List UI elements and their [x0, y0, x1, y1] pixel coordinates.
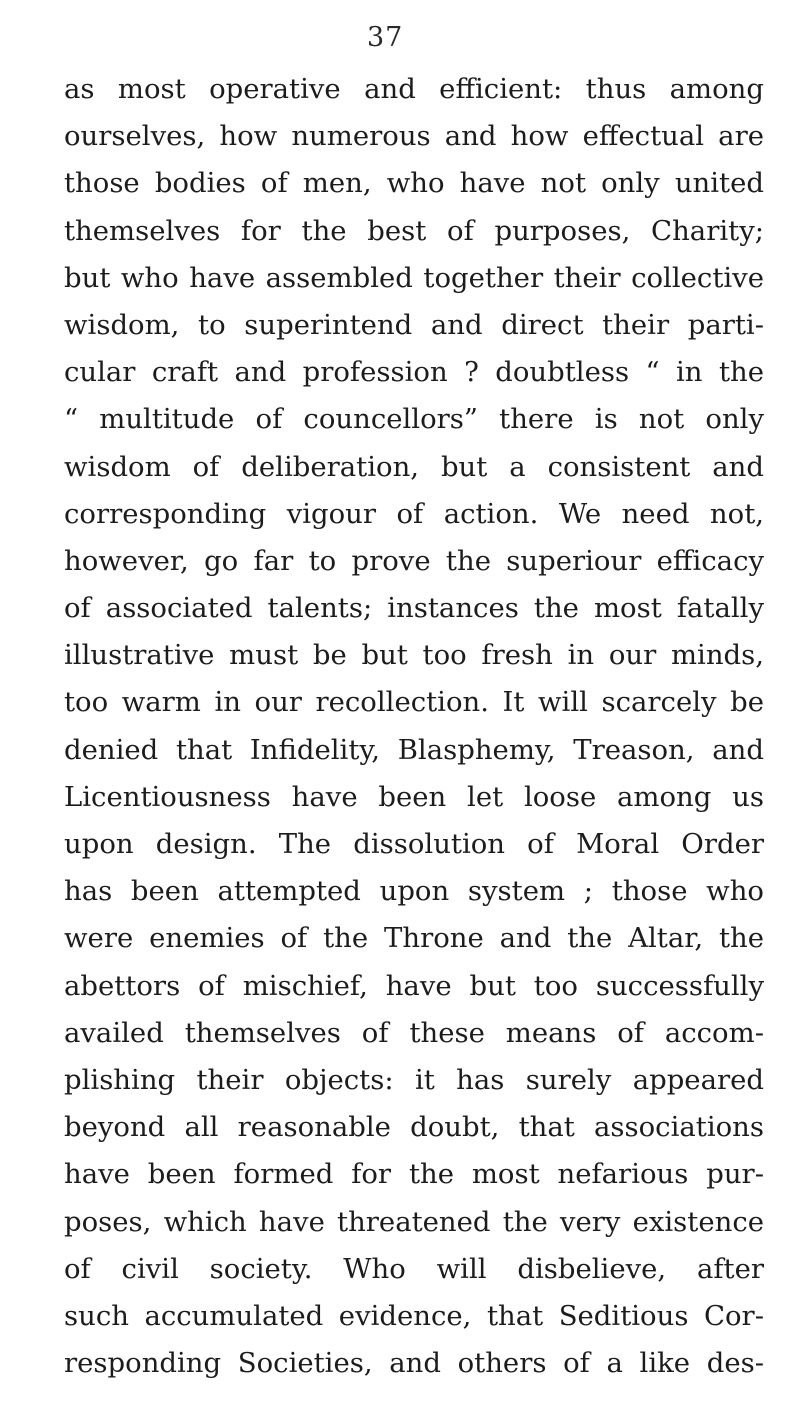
text-line: themselves for the best of purposes, Charity;	[64, 214, 764, 247]
text-line: has been attempted upon system ; those who	[64, 875, 764, 908]
text-line: responding Societies, and others of a like des-	[64, 1347, 764, 1380]
text-line: Licentiousness have been let loose among us	[64, 780, 764, 813]
body-text	[64, 66, 764, 1387]
text-line: beyond all reasonable doubt, that associations	[64, 1111, 764, 1144]
text-line: those bodies of men, who have not only united	[64, 167, 764, 200]
text-line: wisdom of deliberation, but a consistent and	[64, 450, 764, 483]
text-line: plishing their objects: it has surely appeared	[64, 1063, 764, 1096]
text-line: of associated talents; instances the most fatally	[64, 592, 764, 625]
text-line: as most operative and efficient: thus among	[64, 73, 764, 105]
text-line: too warm in our recollection. It will scarcely be	[64, 686, 764, 719]
text-line: illustrative must be but too fresh in our minds,	[64, 639, 764, 672]
text-line: were enemies of the Throne and the Altar, the	[64, 922, 764, 955]
text-line: poses, which have threatened the very existence	[64, 1205, 764, 1238]
text-line: “ multitude of councellors” there is not only	[64, 403, 764, 436]
page-number: 37	[367, 22, 404, 53]
text-line: availed themselves of these means of accom-	[64, 1016, 764, 1049]
text-line: ourselves, how numerous and how effectual are	[64, 120, 764, 153]
text-line: of civil society. Who will disbelieve, after	[64, 1252, 764, 1285]
text-line: however, go far to prove the superiour efficacy	[64, 544, 764, 577]
text-line: abettors of mischief, have but too successfully	[64, 969, 764, 1002]
text-line: have been formed for the most nefarious pur-	[64, 1158, 764, 1191]
text-line: but who have assembled together their collective	[64, 261, 764, 294]
text-line: denied that Infidelity, Blasphemy, Treason, and	[64, 733, 764, 766]
text-line: such accumulated evidence, that Seditious Cor-	[64, 1299, 764, 1332]
text-line: wisdom, to superintend and direct their parti-	[64, 308, 764, 341]
text-line: upon design. The dissolution of Moral Order	[64, 828, 764, 860]
text-line: corresponding vigour of action. We need not,	[64, 497, 764, 530]
text-line: cular craft and profession ? doubtless “ in the	[64, 356, 764, 389]
